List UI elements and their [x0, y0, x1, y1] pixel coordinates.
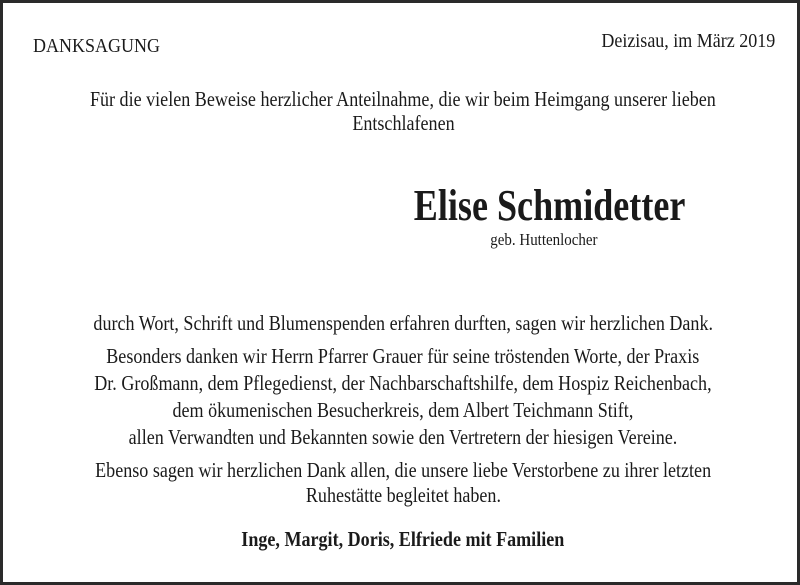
birth-name-text: geb. Huttenlocher — [490, 230, 598, 249]
special-thanks-line — [3, 425, 800, 449]
signature-text: Inge, Margit, Doris, Elfriede mit Familien — [241, 527, 565, 551]
deceased-name-text: Elise Schmidetter — [414, 181, 686, 230]
intro-line — [3, 87, 800, 111]
birth-name — [444, 230, 644, 250]
deceased-name — [350, 181, 750, 231]
closing-line — [3, 483, 800, 507]
notice-title-text: DANKSAGUNG — [33, 35, 161, 57]
special-thanks-line — [3, 344, 800, 368]
intro-text: Für die vielen Beweise herzlicher Anteilnahme, die wir beim Heimgang unserer lieben — [90, 87, 716, 111]
special-thanks-text: Besonders danken wir Herrn Pfarrer Grauer für seine tröstenden Worte, der Praxis — [106, 344, 700, 368]
special-thanks-text: Dr. Großmann, dem Pflegedienst, der Nachbarschaftshilfe, dem Hospiz Reichenbach, — [94, 371, 712, 395]
closing-line — [3, 458, 800, 482]
thanks-line — [3, 311, 800, 335]
signature — [3, 527, 800, 551]
intro-text: Entschlafenen — [351, 111, 455, 135]
special-thanks-line — [3, 398, 800, 422]
special-thanks-line — [3, 371, 800, 395]
place-date-text: Deizisau, im März 2019 — [601, 30, 775, 52]
intro-line — [3, 111, 800, 135]
special-thanks-text: allen Verwandten und Bekannten sowie den Vertretern der hiesigen Vereine. — [128, 425, 678, 449]
notice-title — [33, 34, 174, 58]
place-date — [582, 29, 775, 53]
closing-text: Ruhestätte begleitet haben. — [305, 483, 501, 507]
special-thanks-text: dem ökumenischen Besucherkreis, dem Albert Teichmann Stift, — [172, 398, 634, 422]
closing-text: Ebenso sagen wir herzlichen Dank allen, die unsere liebe Verstorbene zu ihrer letzten — [95, 458, 711, 482]
thanks-text: durch Wort, Schrift und Blumenspenden erfahren durften, sagen wir herzlichen Dank. — [93, 311, 713, 335]
